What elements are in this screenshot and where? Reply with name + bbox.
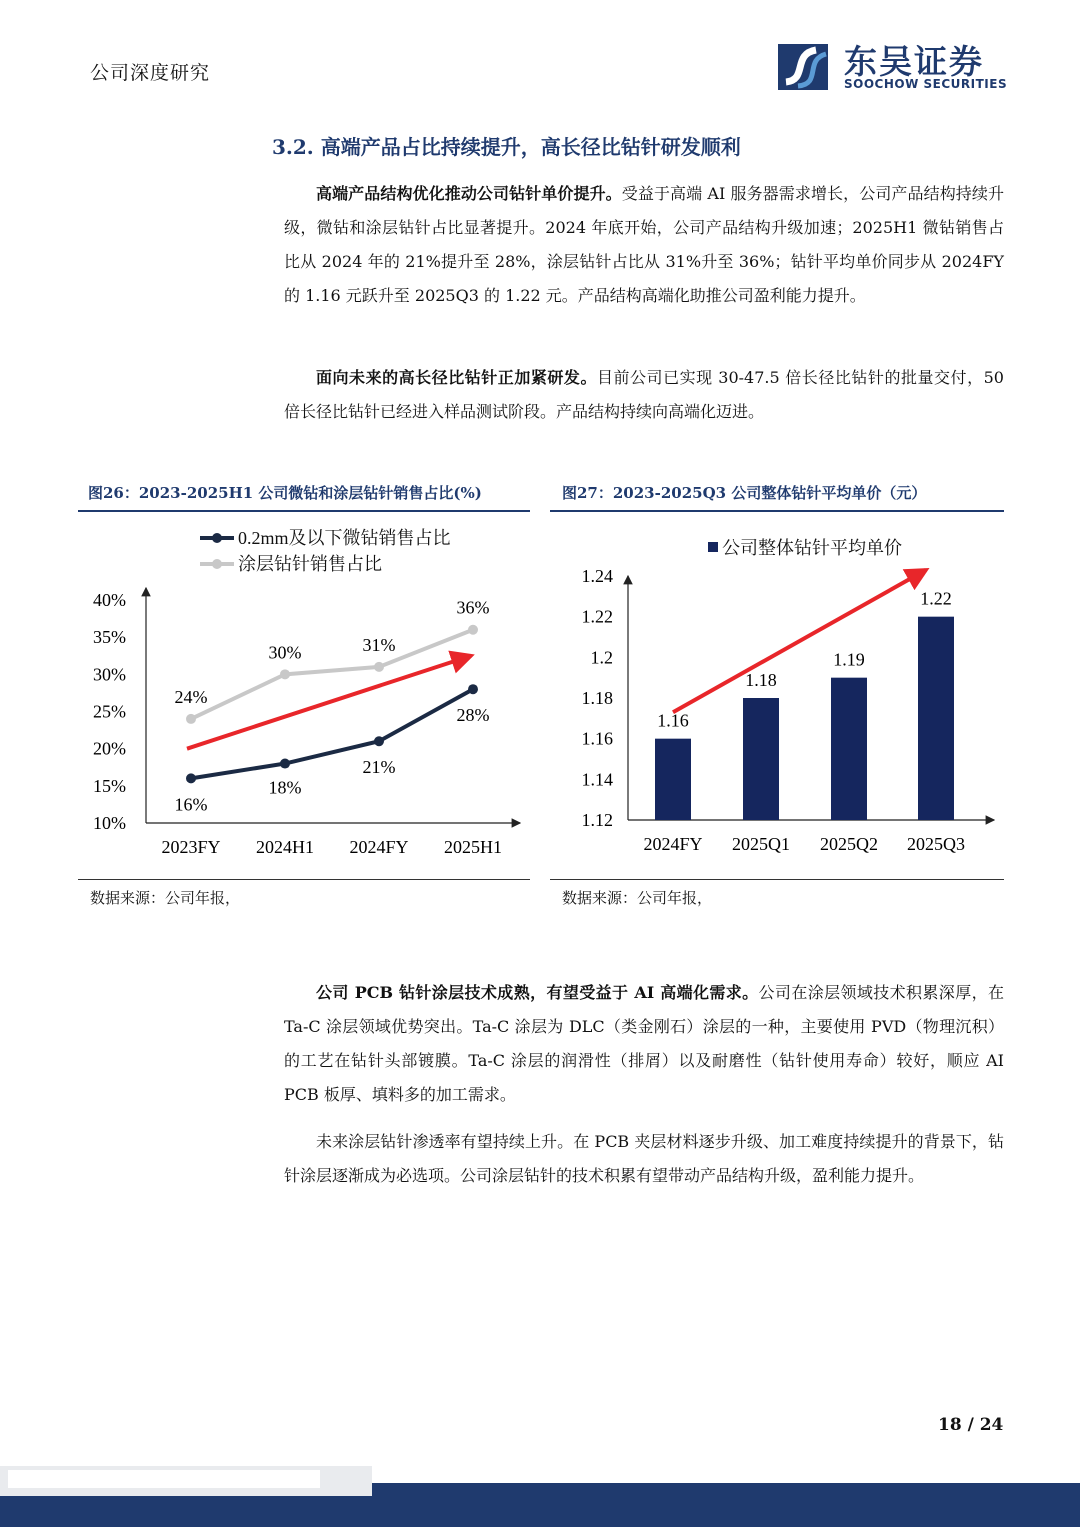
y-tick-label: 10% — [93, 813, 126, 833]
data-label: 24% — [174, 686, 208, 707]
data-label: 1.19 — [833, 649, 865, 670]
report-type-label: 公司深度研究 — [90, 62, 211, 84]
section-title: 3.2. 高端产品占比持续提升，高长径比钻针研发顺利 — [272, 135, 741, 159]
x-tick-label: 2025Q3 — [907, 834, 965, 854]
fig26-title: 图26：2023-2025H1 公司微钻和涂层钻针销售占比(%) — [88, 484, 482, 502]
data-point — [374, 736, 384, 746]
y-tick-label: 1.24 — [581, 566, 613, 586]
y-tick-label: 40% — [93, 590, 126, 610]
paragraph-1 — [284, 177, 1004, 313]
legend-series2-marker — [212, 559, 222, 569]
legend-bar-swatch — [708, 542, 718, 552]
paragraph-1-lead: 高端产品结构优化推动公司钻针单价提升。 — [316, 184, 622, 203]
y-tick-label: 1.22 — [581, 606, 613, 627]
data-point — [374, 662, 384, 672]
data-label: 28% — [456, 705, 490, 726]
data-point — [468, 625, 478, 635]
x-tick-label: 2025Q1 — [732, 834, 790, 854]
trend-arrow — [673, 570, 926, 712]
series-line-2 — [191, 630, 473, 719]
data-point — [186, 714, 196, 724]
x-tick-label: 2024FY — [643, 834, 703, 854]
logo-text-cn: 东吴证券 — [844, 42, 984, 81]
data-label: 30% — [268, 642, 302, 663]
data-point — [468, 684, 478, 694]
data-label: 21% — [362, 757, 396, 778]
paragraph-3-body: 公司在涂层领域技术积累深厚，在 Ta-C 涂层领域优势突出。Ta-C 涂层为 DLC（类金刚石）涂层的一种，主要使用 PVD（物理沉积）的工艺在钻针头部镀膜。Ta-C 涂层的润滑性（排屑）以及耐磨性（钻针使用寿命）较好，顺应 AI PCB 板厚、填料多的加工需求。 — [284, 983, 1004, 1104]
x-tick-label: 2024H1 — [256, 837, 314, 857]
legend-series1-marker — [212, 533, 222, 543]
data-label: 1.18 — [745, 670, 777, 690]
legend-series2-label: 涂层钻针销售占比 — [238, 554, 382, 574]
data-label: 31% — [362, 634, 396, 655]
bar — [831, 678, 867, 820]
data-point — [280, 759, 290, 769]
y-tick-label: 1.12 — [581, 810, 613, 830]
fig27-source: 数据来源：公司年报， — [562, 889, 713, 907]
logo-mark-icon — [778, 40, 838, 92]
paragraph-2-body: 目前公司已实现 30-47.5 倍长径比钻针的批量交付，50 倍长径比钻针已经进入样品测试阶段。产品结构持续向高端化迈进。 — [284, 368, 1004, 421]
y-tick-label: 1.18 — [581, 688, 613, 708]
brokerage-logo — [778, 40, 1008, 96]
fig27-chart — [550, 512, 1004, 878]
bar — [918, 617, 954, 820]
y-tick-label: 20% — [93, 738, 126, 759]
fig27-title: 图27：2023-2025Q3 公司整体钻针平均单价（元） — [562, 484, 927, 502]
data-point — [186, 773, 196, 783]
paragraph-3-lead: 公司 PCB 钻针涂层技术成熟，有望受益于 AI 高端化需求。 — [316, 983, 759, 1002]
bar — [743, 698, 779, 820]
logo-text-en: SOOCHOW SECURITIES — [844, 77, 1008, 91]
fig26-bottom-rule — [78, 879, 530, 880]
y-tick-label: 1.14 — [581, 769, 613, 790]
y-tick-label: 30% — [93, 664, 126, 685]
fig26-source: 数据来源：公司年报， — [90, 889, 241, 907]
paragraph-2 — [284, 361, 1004, 429]
x-tick-label: 2025H1 — [444, 837, 502, 857]
paragraph-2-lead: 面向未来的高长径比钻针正加紧研发。 — [316, 368, 597, 387]
footer-box-inner — [8, 1470, 320, 1488]
y-tick-label: 35% — [93, 627, 126, 648]
legend-series1-label: 0.2mm及以下微钻销售占比 — [238, 528, 451, 548]
data-label: 1.22 — [920, 588, 952, 609]
data-label: 36% — [456, 597, 490, 618]
page-number: 18 / 24 — [938, 1415, 1004, 1435]
y-tick-label: 1.16 — [581, 728, 613, 749]
data-point — [280, 669, 290, 679]
legend-bar-label: 公司整体钻针平均单价 — [722, 538, 902, 558]
x-tick-label: 2025Q2 — [820, 834, 878, 854]
y-tick-label: 15% — [93, 775, 126, 796]
data-label: 1.16 — [657, 710, 689, 731]
data-label: 18% — [268, 777, 302, 798]
bar — [655, 739, 691, 820]
x-tick-label: 2024FY — [349, 837, 409, 857]
data-label: 16% — [174, 794, 208, 815]
y-tick-label: 25% — [93, 701, 126, 722]
fig26-chart — [78, 512, 530, 878]
x-tick-label: 2023FY — [161, 837, 221, 857]
y-tick-label: 1.2 — [590, 647, 613, 668]
paragraph-3 — [284, 976, 1004, 1112]
paragraph-4 — [284, 1125, 1004, 1193]
paragraph-1-body: 受益于高端 AI 服务器需求增长，公司产品结构持续升级，微钻和涂层钻针占比显著提升。2024 年底开始，公司产品结构升级加速；2025H1 微钻销售占比从 2024 年的 21%提升至 28%，涂层钻针占比从 31%升至 36%；钻针平均单价同步从 2024FY 的 1.16 元跃升至 2025Q3 的 1.22 元。产品结构高端化助推公司盈利能力提升。 — [284, 184, 1004, 305]
fig27-bottom-rule — [550, 879, 1004, 880]
paragraph-4-body: 未来涂层钻针渗透率有望持续上升。在 PCB 夹层材料逐步升级、加工难度持续提升的背景下，钻针涂层逐渐成为必选项。公司涂层钻针的技术积累有望带动产品结构升级，盈利能力提升。 — [284, 1132, 1004, 1185]
